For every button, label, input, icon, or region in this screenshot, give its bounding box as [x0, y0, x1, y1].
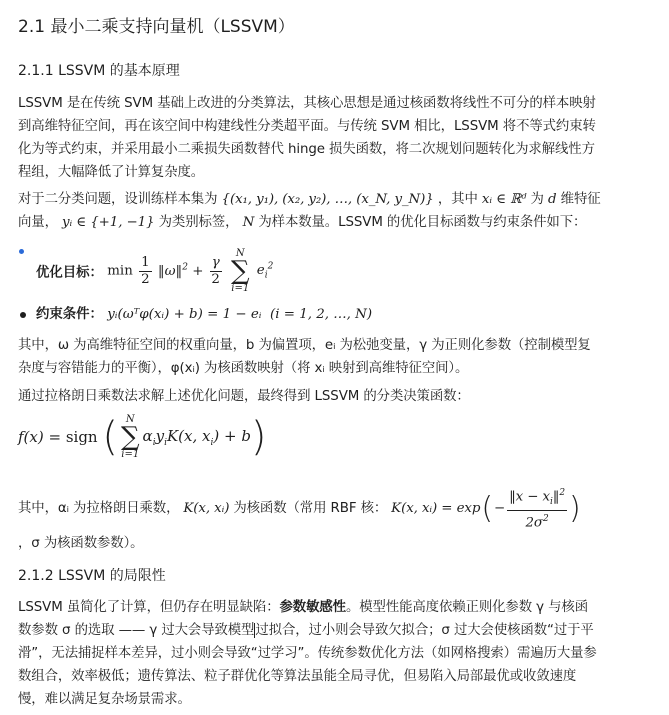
- text-run: ，其中: [437, 192, 478, 207]
- text-line: 通过拉格朗日乘数法求解上述优化问题，最终得到 LSSVM 的分类决策函数：: [18, 389, 470, 404]
- text-run: 。模型性能高度依赖正则化参数 γ 与核函: [345, 600, 589, 615]
- paragraph-symbol-explain: [18, 334, 663, 380]
- math-sum: N ∑ i=1: [230, 248, 250, 294]
- text-line: [18, 188, 663, 211]
- bullet-icon: [20, 312, 26, 318]
- text-line: 程组，大幅降低了计算复杂度。: [18, 165, 205, 180]
- text-run: 维特征: [560, 192, 601, 207]
- section-title: 2.1 最小二乘支持向量机（LSSVM）: [18, 17, 295, 37]
- math-N: N: [242, 215, 255, 230]
- text-run: 为核函数（常用 RBF 核：: [233, 500, 388, 516]
- text-run: 为: [530, 192, 544, 207]
- math-kernel: K(x, xᵢ): [183, 500, 230, 516]
- math-norm: ‖ω‖$^2$ +: [157, 262, 204, 280]
- text-run: 为类别标签，: [158, 215, 239, 230]
- text-run: 对于二分类问题，设训练样本集为: [18, 192, 218, 207]
- text-run: 向量，: [18, 215, 58, 230]
- math-rbf-fraction: $\frac{‖x - x_i‖^2}{2\sigma^2}$: [507, 485, 567, 532]
- text-line: 滑”，无法捕捉样本差异，过小则会导致“过学习”。传统参数优化方法（如网格搜索）需遍历大量参: [18, 646, 597, 661]
- math-yi: yᵢ ∈ {+1, −1}: [62, 215, 155, 230]
- text-line: 慢，难以满足复杂场景需求。: [18, 692, 191, 707]
- text-line: 化为等式约束，并采用最小二乘损失函数替代 hinge 损失函数，将二次规划问题转化为求解线性方: [18, 142, 595, 157]
- text-line: [18, 211, 663, 234]
- text-line: [18, 596, 663, 619]
- math-sample-set: {(x₁, y₁), (x₂, y₂), …, (x_N, y_N)}: [221, 192, 434, 207]
- paragraph-limitations: [18, 596, 663, 711]
- subsection-heading-limitations: 2.1.2 LSSVM 的局限性: [18, 568, 166, 584]
- math-rbf: K(x, xᵢ) = exp: [391, 500, 481, 516]
- text-line: 其中，ω 为高维特征空间的权重向量，b 为偏置项，eᵢ 为松弛变量，γ 为正则化参数（控制模型复: [18, 338, 591, 353]
- objective-label: 优化目标：: [36, 265, 103, 281]
- constraint-equation: [36, 303, 372, 322]
- math-constraint: yᵢ(ωᵀφ(xᵢ) + b) = 1 − eᵢ: [107, 307, 262, 322]
- text-run: 过拟合，过小则会导致欠拟合；σ 过大会使核函数“过于平: [255, 623, 594, 638]
- math-xi: xᵢ ∈ ℝᵈ: [481, 192, 527, 207]
- math-min: min: [107, 263, 133, 279]
- math-ei2: $e_i^2$: [256, 261, 274, 281]
- math-gamma-half: $\frac{\gamma}{2}$: [211, 254, 220, 287]
- text-line: 到高维特征空间，再在该空间中构建线性分类超平面。与传统 SVM 相比，LSSVM 将不等式约束转: [18, 119, 596, 134]
- subsection-heading-principle: 2.1.1 LSSVM 的基本原理: [18, 63, 180, 79]
- text-run: 其中，αᵢ 为拉格朗日乘数，: [18, 500, 180, 516]
- math-d: d: [548, 192, 557, 207]
- objective-equation: [36, 248, 273, 294]
- text-run: LSSVM 虽简化了计算，但仍存在明显缺陷：: [18, 600, 280, 615]
- paragraph-kernel: [18, 485, 663, 555]
- text-line: ，σ 为核函数参数）。: [18, 535, 144, 551]
- constraint-label: 约束条件：: [36, 307, 103, 322]
- text-line: 其中，αᵢ 为拉格朗日乘数， K(x, xᵢ) 为核函数（常用 RBF 核： K(x, xᵢ) = exp ( − $\frac{‖x - x_i‖^2}{2\sigma^2}$ ): [18, 485, 663, 532]
- math-index-range: (i = 1, 2, …, N): [269, 307, 373, 322]
- paragraph-sample-set: [18, 188, 663, 234]
- bullet-icon: [19, 249, 24, 254]
- text-line: [18, 619, 663, 642]
- text-run: 为样本数量。LSSVM 的优化目标函数与约束条件如下：: [258, 215, 587, 230]
- bold-text: 参数敏感性: [279, 600, 346, 615]
- text-line: 杂度与容错能力的平衡），φ(xᵢ) 为核函数映射（将 xᵢ 映射到高维特征空间）。: [18, 361, 469, 376]
- decision-function: f(x) = sign ( N ∑ i=1 $\alpha_iy_iK(x$, $x_i) + b$): [18, 414, 267, 460]
- text-line: LSSVM 是在传统 SVM 基础上改进的分类算法，其核心思想是通过核函数将线性不可分的样本映射: [18, 96, 596, 111]
- text-run: 数参数 σ 的选取 —— γ 过大会导致模型: [18, 623, 255, 638]
- paragraph-lagrange: [18, 385, 663, 408]
- math-half: $\frac{1}{2}$: [141, 254, 150, 287]
- text-line: 数组合，效率极低；遗传算法、粒子群优化等算法虽能全局寻优，但易陷入局部最优或收敛速度: [18, 669, 577, 684]
- paragraph-intro: [18, 92, 663, 184]
